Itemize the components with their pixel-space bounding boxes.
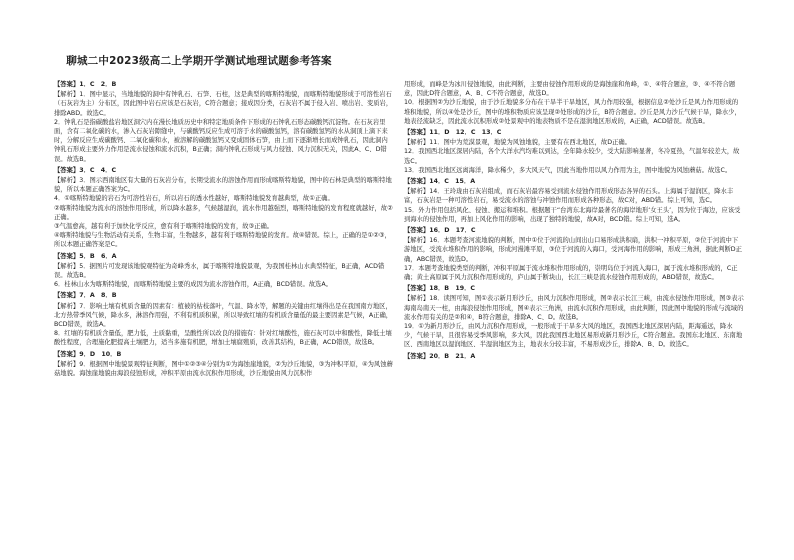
answer-line: 【答案】9．D 10．B: [54, 350, 122, 358]
answer-line: 【答案】11．D 12．C 13．C: [404, 129, 502, 137]
answer-line: 【答案】5．B 6．A: [54, 252, 117, 260]
answer-line: 【答案】18．B 19．C: [404, 285, 476, 293]
analysis-text: 【解析】9．根据图中地貌景观特征判断，图中①②③④分别为①为海蚀崖地貌，②为沙丘地貌，③为冲积平原，④为风蚀蘑菇地貌。海蚀崖地貌由海浪侵蚀形成，冲积平原由流水沉积作用形成，沙丘地貌由风力沉积作: [54, 360, 393, 378]
analysis-text: 【解析】16．本题考查河流地貌的判断，图中①位于河流的山间出山口易形成洪积扇，洪积一冲积平原，②位于河流中下游地区，受流水堆积作用的影响，形成河漫滩平原，③位于河流的入海口，受河海作用的影响，形成三角洲，据此判断D正确，ABC错误，故选D。 17．本题考查地貌类型的判断，冲积平原属于流水堆积作用形成的，崇明岛位于河流入海口，属于流水堆积形成的，C正确；黄土高原属于风力沉积作用形成的，庐山属于断块山，长江三峡是流水侵蚀作用形成的，ABD错误，故选C。: [404, 237, 742, 282]
answer-line: 【答案】7．A 8．B: [54, 292, 117, 300]
answer-line: 【答案】20．B 21．A: [404, 352, 476, 360]
analysis-text: 【解析】3．图示西南地区有大量的石灰岩分布，长期受流水的溶蚀作用而形成喀斯特地貌，图中的石林是典型的喀斯特地貌，所以本题正确答案为C。 4．①喀斯特地貌的岩石为可溶性岩石，所以岩石的透水性越好，喀斯特地貌发育越典型，故①正确。 ②喀斯特地貌为流水的溶蚀作用形成，所以降水越多，气候越湿润，流水作用越强烈，喀斯特地貌的发育程度就越好，故②正确。 ③气温愈高，越有利于加快化学反应，愈有利于喀斯特地貌的发育，故③正确。 ④喀斯特地貌与生物活动有关系，生物丰富，生物越多，越有利于喀斯特地貌的发育。故④错误。综上，正确的是①②③，所以本题正确答案是C。: [54, 177, 393, 249]
answer-line: 【答案】16．D 17．C: [404, 227, 476, 235]
analysis-text: 【解析】7．影响土壤有机质含量的因素有：植被的枯枝落叶，气温、降水等，解题的关键由红壤得出是在我国南方地区，北方热带季风气候，降水多，淋溶作用强，不利有机质积累，所以导致红壤的有机质含量低的最主要因素是气候，A正确，BCD错误，故选A。 8．红壤的有机质含量低，肥力低，土质黏重，呈酸性所以改良的措施有：针对红壤酸性，施石灰可以中和酸性，降低土壤酸性程度，合理施化肥提高土壤肥力，适当多施有机肥，增加土壤腐殖质，改善其结构，B正确，ACD错误，故选B。: [54, 302, 393, 347]
analysis-text: 【解析】1．图中显示，当地地貌的洞中有钟乳石、石笋、石柱，这是典型的喀斯特地貌，而喀斯特地貌形成于可溶性岩石（石灰岩为主）分布区，因此图中岩石应该是石灰岩，C符合题意；接成因分类，石灰岩不属于侵入岩、喷出岩、变质岩，排除ABD。故选C。 2．钟乳石是指碳酸盐岩地区洞穴内在漫长地质历史中和特定地质条件下形成的石钟乳石形态碳酸钙沉淀物。在石灰岩里面，含有二氧化碳的水，渗入石灰岩隙缝中，与碳酸钙反应生成可溶于水的碳酸氢钙，溶有碳酸氢钙的水从洞顶上滴下来时，分解反应生成碳酸钙、二氧化碳和水，被溶解的碳酸氢钙又变成固体石笋，由上而下逐渐增长而成钟乳石，因此洞内钟乳石形成主要外力作用是流水侵蚀和流水沉积，B正确；洞内钟乳石形成与风力侵蚀、风力沉积无关，因此A、C、D错误。故选B。: [54, 91, 393, 163]
answer-line: 【答案】14．C 15．A: [404, 178, 476, 186]
answer-line: 【答案】3．C 4．C: [54, 166, 117, 174]
left-column: [54, 78, 393, 379]
continued-analysis-text: 用形成，而峰是为冰川侵蚀地貌，由此判断，主要由侵蚀作用形成的是海蚀崖和角峰，①、④符合题意，③、④不符合题意，因此D符合题意，A、B、C不符合题意，故选D。 10．根据图②为沙丘地貌，由于沙丘地貌多分布在干旱半干旱地区，风力作用较强，根据信息②处沙丘是风力作用形成的堆积地貌，所以④处是沙丘，图中的堆积物质应该呈现②处形成的沙丘，B符合题意。沙丘是风力沙丘气候干旱，降水少，地表径流缺乏，因此流水沉积形成②处景观中的地表物质不是在湿润地区形成的，A正确，ACD错误。故选B。: [404, 81, 741, 125]
analysis-text: 【解析】18．读图可知，图①表示新月形沙丘，由风力沉积作用形成，图②表示长江三峡，由流水侵蚀作用形成，图③表示海南岛南天一柱，由海浪侵蚀作用形成，图④表示三角洲，由流水沉积作用形成，由此判断，因此图中地貌的形成与流域的流水作用有关的是②和④，B符合题意，排除A、C、D。故选B。 19．①为新月形沙丘，由风力沉积作用形成，一般形成于干旱多大风的地区，我国西北地区深居内陆，距海遥远，降水少，气候干旱，且很容易受季风影响，多大风，因此我国西北地区易形成新月形沙丘，C符合题意。我国东北地区、东南地区、西南地区以湿润地区、半湿润地区为主，地表水分较丰富，不易形成沙丘，排除A、B、D。故选C。: [404, 295, 744, 349]
page-title: 聊城二中2023级高二上学期开学测试地理试题参考答案: [66, 55, 332, 67]
analysis-text: 【解析】14．王玲珑由石灰岩组成，而石灰岩最容易受到流水侵蚀作用形成形态各异的石头。上海属于湿润区，降水丰富，石灰岩是一种可溶性岩石，易受流水的溶蚀与冲蚀作用而形成各种形态，故C对，ABD错。综上可知，选C。 15．外力作用包括风化、侵蚀、搬运和堆积。根据题干“台湾东北海岸最著名的海岸地形‘女王头’，因为位于海边，应该受到海水的侵蚀作用，再加上风化作用的影响，出现了独特的地貌，故A对，BCD错。综上可知，选A。: [404, 188, 741, 223]
analysis-text: 【解析】11．图中为荒漠景观，地貌为风蚀地貌，主要有在西北地区，故D正确。 12．我国西北地区深居内陆，各个大洋水汽均难以到达，全年降水较少，受大陆影响显著，冬冷夏热，气温年较差大，故选C。 13．我国西北地区远离海洋，降水稀少，多大风天气，因此当地作用以风力作用为主，图中地貌为风蚀蘑菇。故选C。: [404, 139, 740, 174]
answer-line: 【答案】1．C 2．B: [54, 81, 117, 88]
analysis-text: 【解析】5．据图片可发现该地貌观特征为奇峰秀水，属于喀斯特地貌景观，为我国桂林山水典型特征，B正确，ACD错误。故选B。 6．桂林山水为喀斯特地貌，而喀斯特地貌主要的成因为流水溶蚀作用，A正确，BCD错误。故选A。: [54, 262, 385, 289]
right-column: [404, 80, 744, 362]
